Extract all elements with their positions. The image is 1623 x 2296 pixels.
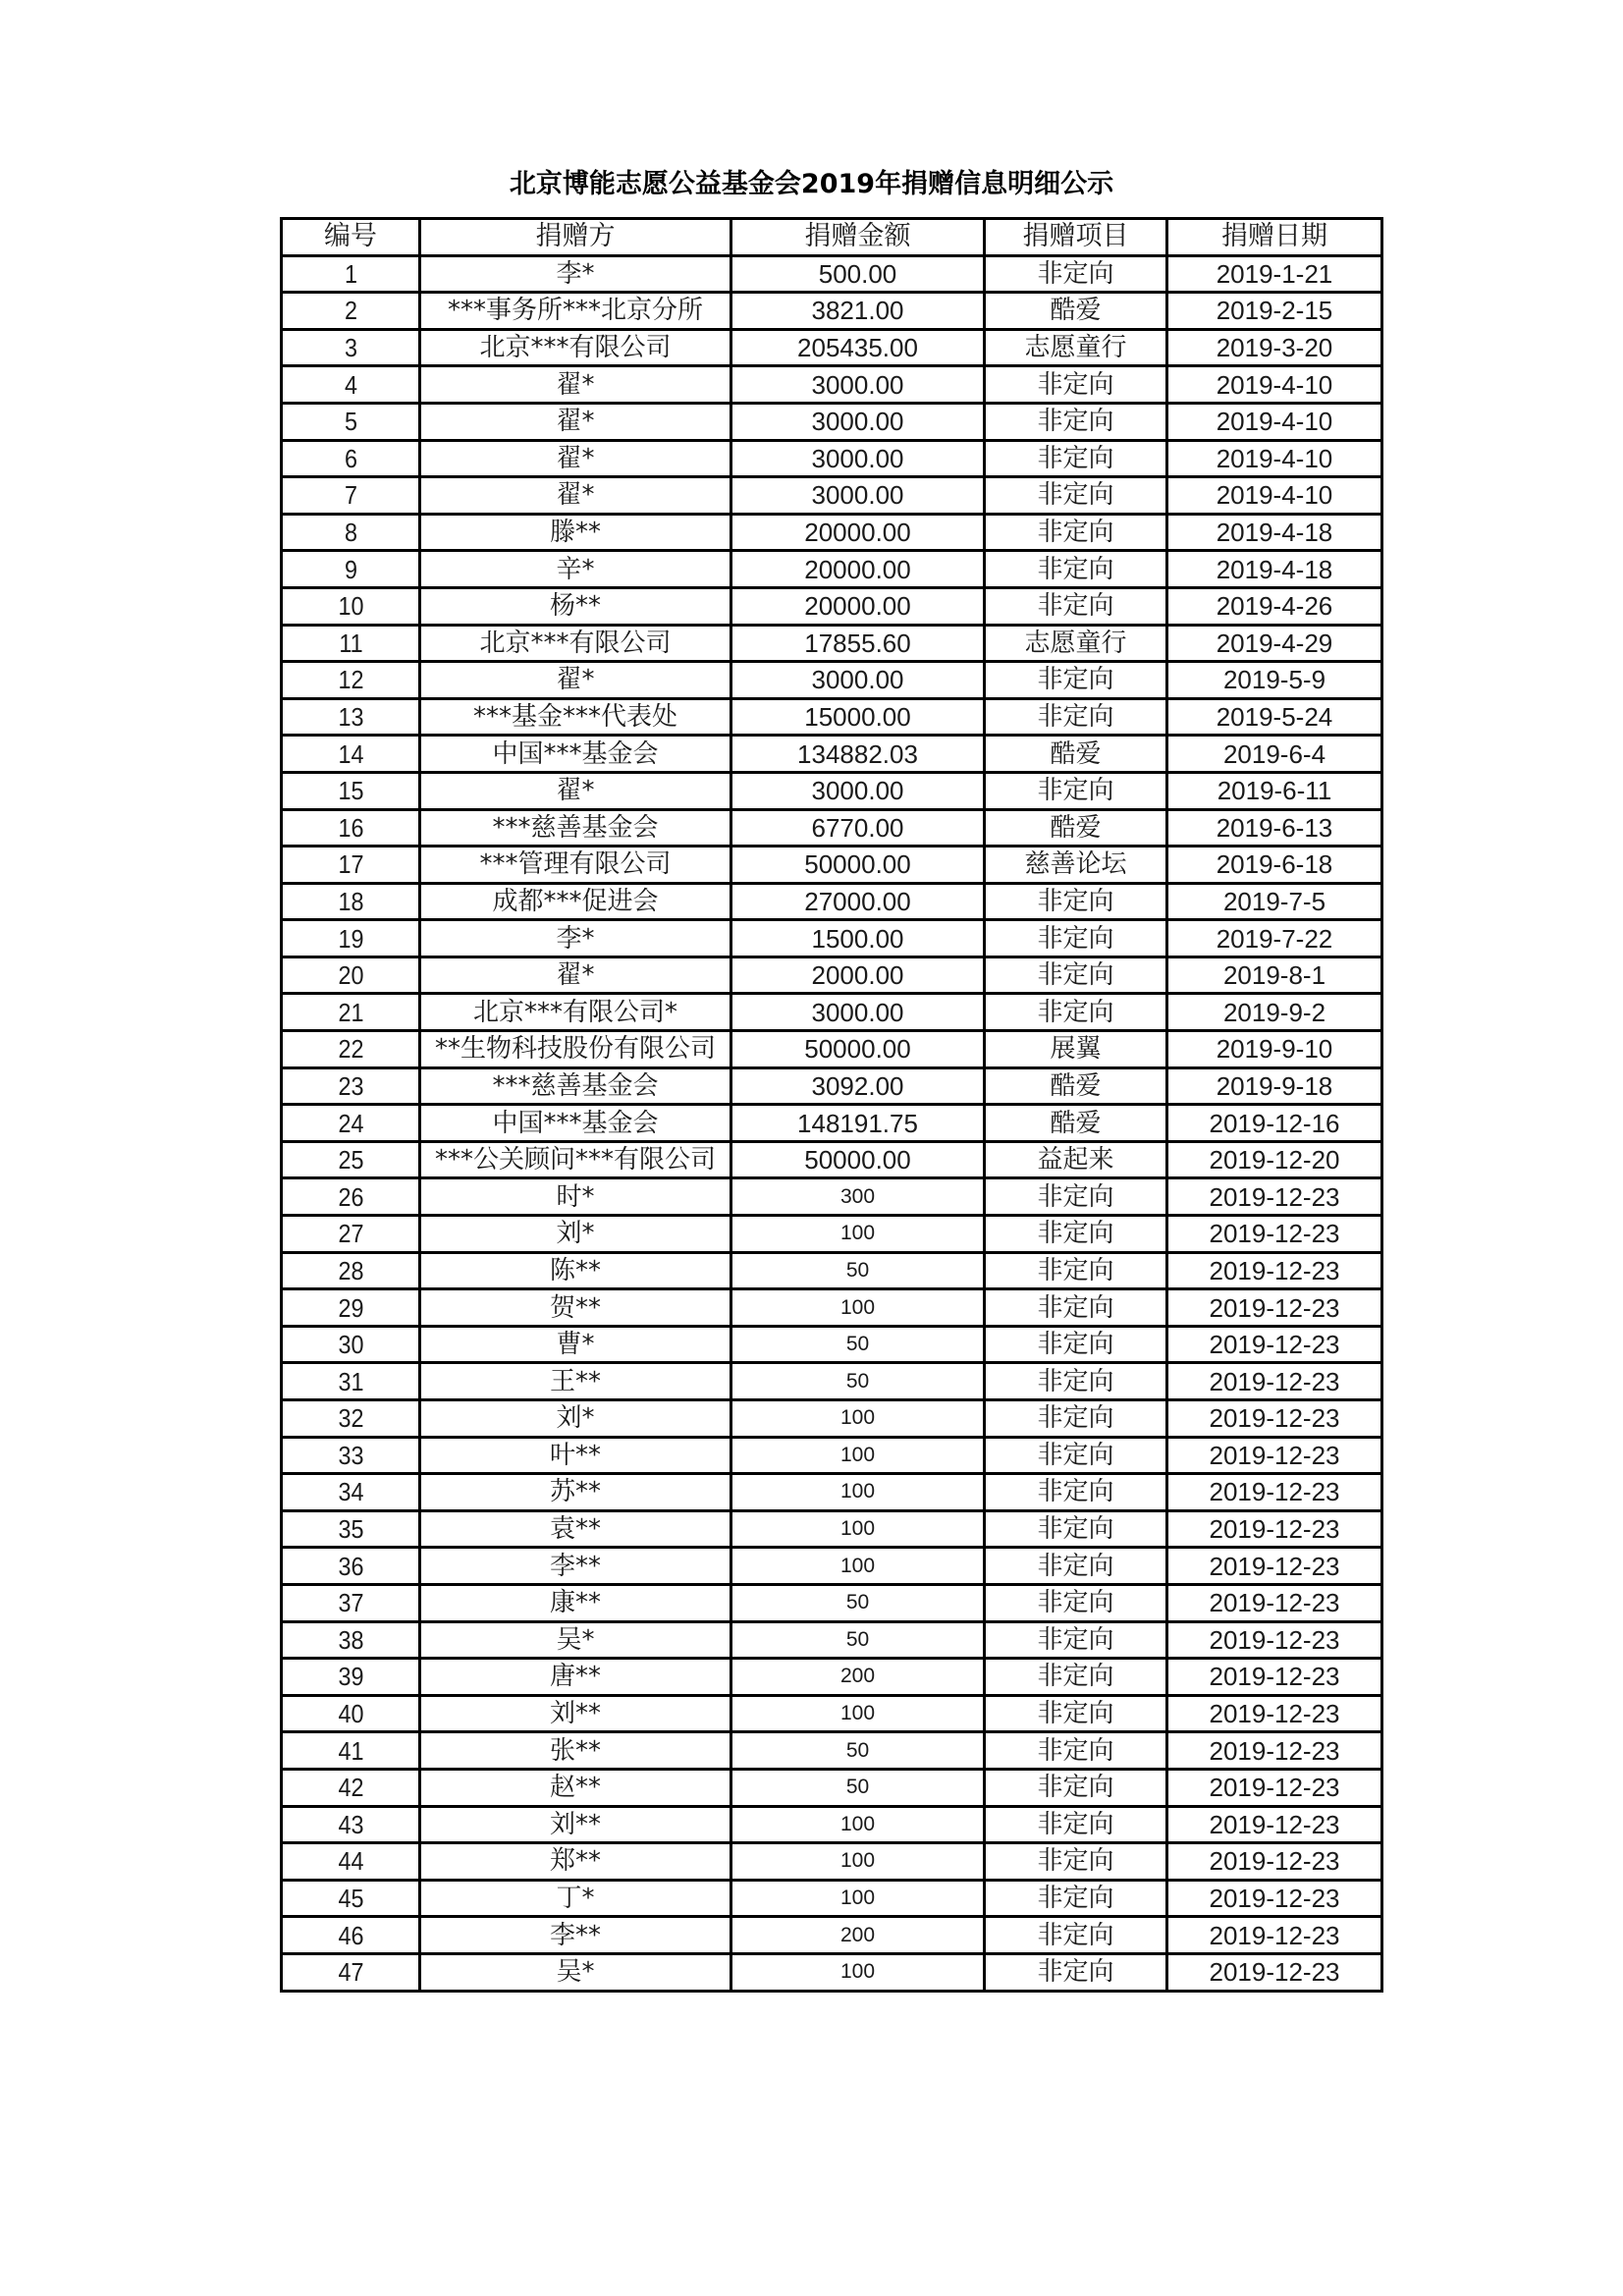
cell-date: 2019-4-18 — [1167, 551, 1382, 588]
cell-donor: 翟* — [420, 477, 731, 515]
cell-number: 5 — [289, 403, 413, 440]
cell-number: 27 — [289, 1216, 413, 1253]
cell-donor: 袁** — [420, 1510, 731, 1548]
cell-date: 2019-12-23 — [1167, 1584, 1382, 1621]
cell-donor: ***公关顾问***有限公司 — [420, 1141, 731, 1178]
cell-amount: 50000.00 — [731, 847, 985, 884]
cell-donor: 时* — [420, 1178, 731, 1216]
cell-number: 6 — [289, 440, 413, 477]
table-row — [282, 1621, 1382, 1659]
cell-number: 17 — [289, 847, 413, 884]
cell-project: 非定向 — [985, 1400, 1167, 1438]
cell-number: 40 — [289, 1695, 413, 1732]
cell-date: 2019-12-23 — [1167, 1437, 1382, 1474]
cell-number: 3 — [289, 329, 413, 366]
cell-date: 2019-12-23 — [1167, 1400, 1382, 1438]
cell-date: 2019-6-13 — [1167, 809, 1382, 847]
cell-number: 14 — [289, 736, 413, 773]
cell-amount: 2000.00 — [731, 957, 985, 994]
table-row — [282, 883, 1382, 920]
cell-date: 2019-2-15 — [1167, 293, 1382, 330]
cell-amount: 100 — [731, 1953, 985, 1991]
table-row — [282, 403, 1382, 440]
table-row — [282, 1732, 1382, 1770]
cell-date: 2019-6-4 — [1167, 736, 1382, 773]
cell-date: 2019-7-22 — [1167, 920, 1382, 957]
cell-number: 39 — [289, 1659, 413, 1696]
cell-amount: 100 — [731, 1289, 985, 1327]
table-row — [282, 1216, 1382, 1253]
cell-amount: 50 — [731, 1732, 985, 1770]
cell-amount: 50000.00 — [731, 1141, 985, 1178]
cell-number: 7 — [289, 477, 413, 515]
cell-project: 非定向 — [985, 1474, 1167, 1511]
cell-amount: 6770.00 — [731, 809, 985, 847]
cell-amount: 3821.00 — [731, 293, 985, 330]
table-row — [282, 477, 1382, 515]
cell-project: 非定向 — [985, 994, 1167, 1031]
cell-amount: 100 — [731, 1695, 985, 1732]
cell-number: 9 — [289, 551, 413, 588]
table-row — [282, 1548, 1382, 1585]
table-row — [282, 1769, 1382, 1806]
cell-date: 2019-12-23 — [1167, 1289, 1382, 1327]
cell-amount: 100 — [731, 1510, 985, 1548]
table-row — [282, 514, 1382, 551]
cell-amount: 3092.00 — [731, 1067, 985, 1105]
cell-project: 非定向 — [985, 883, 1167, 920]
cell-donor: 丁* — [420, 1880, 731, 1917]
table-row — [282, 736, 1382, 773]
cell-amount: 50000.00 — [731, 1031, 985, 1068]
cell-number: 16 — [289, 809, 413, 847]
cell-donor: ***慈善基金会 — [420, 1067, 731, 1105]
table-row — [282, 1252, 1382, 1289]
cell-number: 25 — [289, 1141, 413, 1178]
cell-project: 非定向 — [985, 366, 1167, 404]
cell-project: 非定向 — [985, 957, 1167, 994]
cell-date: 2019-12-23 — [1167, 1548, 1382, 1585]
cell-donor: **生物科技股份有限公司 — [420, 1031, 731, 1068]
cell-project: 非定向 — [985, 1510, 1167, 1548]
cell-amount: 50 — [731, 1326, 985, 1363]
cell-donor: 翟* — [420, 662, 731, 699]
cell-donor: 北京***有限公司* — [420, 994, 731, 1031]
cell-project: 非定向 — [985, 1289, 1167, 1327]
cell-project: 非定向 — [985, 551, 1167, 588]
table-row — [282, 1178, 1382, 1216]
table-row — [282, 698, 1382, 736]
cell-date: 2019-12-23 — [1167, 1917, 1382, 1954]
header-date: 捐赠日期 — [1167, 219, 1382, 256]
table-row — [282, 1474, 1382, 1511]
cell-number: 44 — [289, 1843, 413, 1881]
cell-amount: 50 — [731, 1584, 985, 1621]
cell-date: 2019-3-20 — [1167, 329, 1382, 366]
cell-donor: 北京***有限公司 — [420, 625, 731, 662]
cell-number: 34 — [289, 1474, 413, 1511]
cell-amount: 100 — [731, 1474, 985, 1511]
cell-number: 10 — [289, 587, 413, 625]
cell-date: 2019-12-23 — [1167, 1363, 1382, 1400]
cell-date: 2019-7-5 — [1167, 883, 1382, 920]
cell-donor: 李* — [420, 255, 731, 293]
cell-amount: 3000.00 — [731, 662, 985, 699]
cell-donor: 赵** — [420, 1769, 731, 1806]
cell-amount: 100 — [731, 1806, 985, 1843]
cell-date: 2019-12-23 — [1167, 1659, 1382, 1696]
cell-project: 酷爱 — [985, 1067, 1167, 1105]
cell-date: 2019-8-1 — [1167, 957, 1382, 994]
cell-amount: 134882.03 — [731, 736, 985, 773]
table-row — [282, 255, 1382, 293]
table-row — [282, 1031, 1382, 1068]
cell-number: 42 — [289, 1769, 413, 1806]
cell-number: 47 — [289, 1953, 413, 1991]
cell-date: 2019-12-23 — [1167, 1621, 1382, 1659]
cell-donor: 辛* — [420, 551, 731, 588]
cell-project: 非定向 — [985, 920, 1167, 957]
cell-project: 益起来 — [985, 1141, 1167, 1178]
cell-project: 酷爱 — [985, 809, 1167, 847]
table-row — [282, 1917, 1382, 1954]
cell-number: 36 — [289, 1548, 413, 1585]
cell-amount: 200 — [731, 1659, 985, 1696]
cell-project: 非定向 — [985, 1548, 1167, 1585]
cell-donor: ***慈善基金会 — [420, 809, 731, 847]
cell-date: 2019-4-10 — [1167, 403, 1382, 440]
cell-date: 2019-5-24 — [1167, 698, 1382, 736]
table-row — [282, 551, 1382, 588]
cell-date: 2019-1-21 — [1167, 255, 1382, 293]
page-title: 北京博能志愿公益基金会2019年捐赠信息明细公示 — [509, 169, 1114, 199]
cell-amount: 20000.00 — [731, 551, 985, 588]
cell-donor: 翟* — [420, 366, 731, 404]
table-row — [282, 1105, 1382, 1142]
cell-project: 非定向 — [985, 772, 1167, 809]
cell-amount: 148191.75 — [731, 1105, 985, 1142]
cell-date: 2019-9-18 — [1167, 1067, 1382, 1105]
cell-date: 2019-4-29 — [1167, 625, 1382, 662]
table-row — [282, 809, 1382, 847]
cell-donor: 成都***促进会 — [420, 883, 731, 920]
cell-project: 非定向 — [985, 1326, 1167, 1363]
cell-donor: 翟* — [420, 957, 731, 994]
cell-donor: 中国***基金会 — [420, 1105, 731, 1142]
cell-amount: 3000.00 — [731, 440, 985, 477]
cell-amount: 300 — [731, 1178, 985, 1216]
cell-date: 2019-12-23 — [1167, 1326, 1382, 1363]
cell-number: 33 — [289, 1437, 413, 1474]
table-row — [282, 587, 1382, 625]
cell-donor: 中国***基金会 — [420, 736, 731, 773]
cell-amount: 15000.00 — [731, 698, 985, 736]
cell-donor: ***基金***代表处 — [420, 698, 731, 736]
cell-date: 2019-12-23 — [1167, 1880, 1382, 1917]
cell-date: 2019-4-10 — [1167, 440, 1382, 477]
cell-project: 非定向 — [985, 1363, 1167, 1400]
table-row — [282, 1806, 1382, 1843]
cell-project: 非定向 — [985, 1953, 1167, 1991]
cell-amount: 27000.00 — [731, 883, 985, 920]
cell-project: 酷爱 — [985, 1105, 1167, 1142]
cell-donor: 刘** — [420, 1695, 731, 1732]
cell-project: 非定向 — [985, 1178, 1167, 1216]
cell-date: 2019-6-18 — [1167, 847, 1382, 884]
cell-number: 43 — [289, 1806, 413, 1843]
cell-number: 29 — [289, 1289, 413, 1327]
cell-project: 非定向 — [985, 662, 1167, 699]
cell-donor: 李* — [420, 920, 731, 957]
table-row — [282, 772, 1382, 809]
cell-number: 24 — [289, 1105, 413, 1142]
cell-date: 2019-12-23 — [1167, 1474, 1382, 1511]
cell-amount: 1500.00 — [731, 920, 985, 957]
table-row — [282, 1510, 1382, 1548]
table-row — [282, 1326, 1382, 1363]
table-row — [282, 329, 1382, 366]
cell-donor: 王** — [420, 1363, 731, 1400]
table-row — [282, 1437, 1382, 1474]
table-row — [282, 920, 1382, 957]
cell-project: 非定向 — [985, 1880, 1167, 1917]
cell-amount: 3000.00 — [731, 772, 985, 809]
cell-project: 非定向 — [985, 1659, 1167, 1696]
cell-project: 非定向 — [985, 403, 1167, 440]
cell-number: 15 — [289, 772, 413, 809]
cell-project: 志愿童行 — [985, 625, 1167, 662]
table-row — [282, 957, 1382, 994]
donation-table — [280, 217, 1383, 1993]
table-row — [282, 1843, 1382, 1881]
cell-date: 2019-12-23 — [1167, 1843, 1382, 1881]
cell-number: 35 — [289, 1510, 413, 1548]
cell-project: 非定向 — [985, 1621, 1167, 1659]
cell-date: 2019-12-23 — [1167, 1732, 1382, 1770]
table-row — [282, 662, 1382, 699]
cell-project: 展翼 — [985, 1031, 1167, 1068]
table-row — [282, 1659, 1382, 1696]
cell-number: 23 — [289, 1067, 413, 1105]
table-header-row — [282, 219, 1382, 256]
cell-amount: 205435.00 — [731, 329, 985, 366]
cell-donor: 滕** — [420, 514, 731, 551]
cell-amount: 500.00 — [731, 255, 985, 293]
cell-project: 慈善论坛 — [985, 847, 1167, 884]
table-row — [282, 293, 1382, 330]
cell-date: 2019-9-2 — [1167, 994, 1382, 1031]
cell-number: 38 — [289, 1621, 413, 1659]
cell-project: 非定向 — [985, 1769, 1167, 1806]
cell-amount: 3000.00 — [731, 477, 985, 515]
cell-date: 2019-12-23 — [1167, 1769, 1382, 1806]
cell-amount: 50 — [731, 1769, 985, 1806]
cell-project: 非定向 — [985, 1843, 1167, 1881]
cell-project: 非定向 — [985, 1216, 1167, 1253]
cell-project: 非定向 — [985, 1437, 1167, 1474]
cell-number: 11 — [289, 625, 413, 662]
cell-number: 4 — [289, 366, 413, 404]
cell-date: 2019-12-23 — [1167, 1510, 1382, 1548]
cell-project: 非定向 — [985, 1695, 1167, 1732]
cell-donor: 叶** — [420, 1437, 731, 1474]
cell-number: 13 — [289, 698, 413, 736]
table-row — [282, 1695, 1382, 1732]
cell-date: 2019-12-20 — [1167, 1141, 1382, 1178]
cell-amount: 20000.00 — [731, 514, 985, 551]
cell-date: 2019-4-10 — [1167, 477, 1382, 515]
cell-amount: 100 — [731, 1548, 985, 1585]
table-row — [282, 1953, 1382, 1991]
cell-date: 2019-6-11 — [1167, 772, 1382, 809]
cell-date: 2019-9-10 — [1167, 1031, 1382, 1068]
cell-amount: 3000.00 — [731, 403, 985, 440]
cell-number: 19 — [289, 920, 413, 957]
header-number: 编号 — [282, 219, 420, 256]
table-body — [282, 255, 1382, 1991]
cell-amount: 100 — [731, 1216, 985, 1253]
cell-donor: 郑** — [420, 1843, 731, 1881]
cell-date: 2019-12-16 — [1167, 1105, 1382, 1142]
header-amount: 捐赠金额 — [731, 219, 985, 256]
cell-amount: 20000.00 — [731, 587, 985, 625]
cell-number: 2 — [289, 293, 413, 330]
cell-donor: 张** — [420, 1732, 731, 1770]
cell-project: 非定向 — [985, 1806, 1167, 1843]
table-row — [282, 1880, 1382, 1917]
table-row — [282, 625, 1382, 662]
cell-project: 非定向 — [985, 1917, 1167, 1954]
table-row — [282, 366, 1382, 404]
cell-project: 非定向 — [985, 255, 1167, 293]
cell-donor: 陈** — [420, 1252, 731, 1289]
table-row — [282, 994, 1382, 1031]
cell-project: 非定向 — [985, 587, 1167, 625]
header-donor: 捐赠方 — [420, 219, 731, 256]
cell-amount: 3000.00 — [731, 994, 985, 1031]
cell-donor: ***管理有限公司 — [420, 847, 731, 884]
cell-donor: 吴* — [420, 1953, 731, 1991]
cell-donor: 刘* — [420, 1400, 731, 1438]
cell-number: 12 — [289, 662, 413, 699]
cell-donor: 吴* — [420, 1621, 731, 1659]
cell-donor: 翟* — [420, 440, 731, 477]
cell-amount: 17855.60 — [731, 625, 985, 662]
cell-number: 1 — [289, 255, 413, 293]
cell-amount: 100 — [731, 1437, 985, 1474]
cell-project: 非定向 — [985, 1732, 1167, 1770]
cell-number: 8 — [289, 514, 413, 551]
cell-project: 非定向 — [985, 514, 1167, 551]
cell-date: 2019-12-23 — [1167, 1806, 1382, 1843]
cell-number: 18 — [289, 883, 413, 920]
cell-number: 21 — [289, 994, 413, 1031]
cell-project: 非定向 — [985, 698, 1167, 736]
cell-number: 26 — [289, 1178, 413, 1216]
cell-project: 非定向 — [985, 1584, 1167, 1621]
table-row — [282, 1584, 1382, 1621]
cell-date: 2019-12-23 — [1167, 1216, 1382, 1253]
cell-project: 非定向 — [985, 477, 1167, 515]
cell-project: 非定向 — [985, 1252, 1167, 1289]
cell-number: 22 — [289, 1031, 413, 1068]
cell-number: 46 — [289, 1917, 413, 1954]
cell-donor: 杨** — [420, 587, 731, 625]
cell-donor: 苏** — [420, 1474, 731, 1511]
cell-amount: 200 — [731, 1917, 985, 1954]
table-row — [282, 440, 1382, 477]
cell-donor: ***事务所***北京分所 — [420, 293, 731, 330]
cell-amount: 50 — [731, 1621, 985, 1659]
cell-amount: 3000.00 — [731, 366, 985, 404]
cell-date: 2019-12-23 — [1167, 1252, 1382, 1289]
cell-date: 2019-4-26 — [1167, 587, 1382, 625]
cell-donor: 唐** — [420, 1659, 731, 1696]
table-row — [282, 1289, 1382, 1327]
cell-number: 20 — [289, 957, 413, 994]
cell-donor: 曹* — [420, 1326, 731, 1363]
table-row — [282, 1141, 1382, 1178]
cell-number: 37 — [289, 1584, 413, 1621]
cell-number: 41 — [289, 1732, 413, 1770]
table-row — [282, 1363, 1382, 1400]
cell-donor: 刘* — [420, 1216, 731, 1253]
cell-date: 2019-12-23 — [1167, 1178, 1382, 1216]
cell-number: 28 — [289, 1252, 413, 1289]
table-row — [282, 1067, 1382, 1105]
cell-donor: 翟* — [420, 403, 731, 440]
cell-amount: 50 — [731, 1363, 985, 1400]
table-row — [282, 1400, 1382, 1438]
cell-amount: 100 — [731, 1400, 985, 1438]
cell-date: 2019-12-23 — [1167, 1953, 1382, 1991]
cell-number: 30 — [289, 1326, 413, 1363]
cell-project: 酷爱 — [985, 293, 1167, 330]
cell-amount: 100 — [731, 1843, 985, 1881]
cell-amount: 50 — [731, 1252, 985, 1289]
table-row — [282, 847, 1382, 884]
cell-donor: 康** — [420, 1584, 731, 1621]
cell-donor: 李** — [420, 1917, 731, 1954]
cell-date: 2019-5-9 — [1167, 662, 1382, 699]
header-project: 捐赠项目 — [985, 219, 1167, 256]
cell-project: 志愿童行 — [985, 329, 1167, 366]
cell-donor: 李** — [420, 1548, 731, 1585]
cell-date: 2019-4-18 — [1167, 514, 1382, 551]
cell-donor: 北京***有限公司 — [420, 329, 731, 366]
cell-number: 31 — [289, 1363, 413, 1400]
cell-number: 45 — [289, 1880, 413, 1917]
cell-donor: 贺** — [420, 1289, 731, 1327]
cell-amount: 100 — [731, 1880, 985, 1917]
cell-project: 非定向 — [985, 440, 1167, 477]
cell-donor: 刘** — [420, 1806, 731, 1843]
cell-project: 酷爱 — [985, 736, 1167, 773]
cell-donor: 翟* — [420, 772, 731, 809]
cell-date: 2019-12-23 — [1167, 1695, 1382, 1732]
cell-date: 2019-4-10 — [1167, 366, 1382, 404]
cell-number: 32 — [289, 1400, 413, 1438]
